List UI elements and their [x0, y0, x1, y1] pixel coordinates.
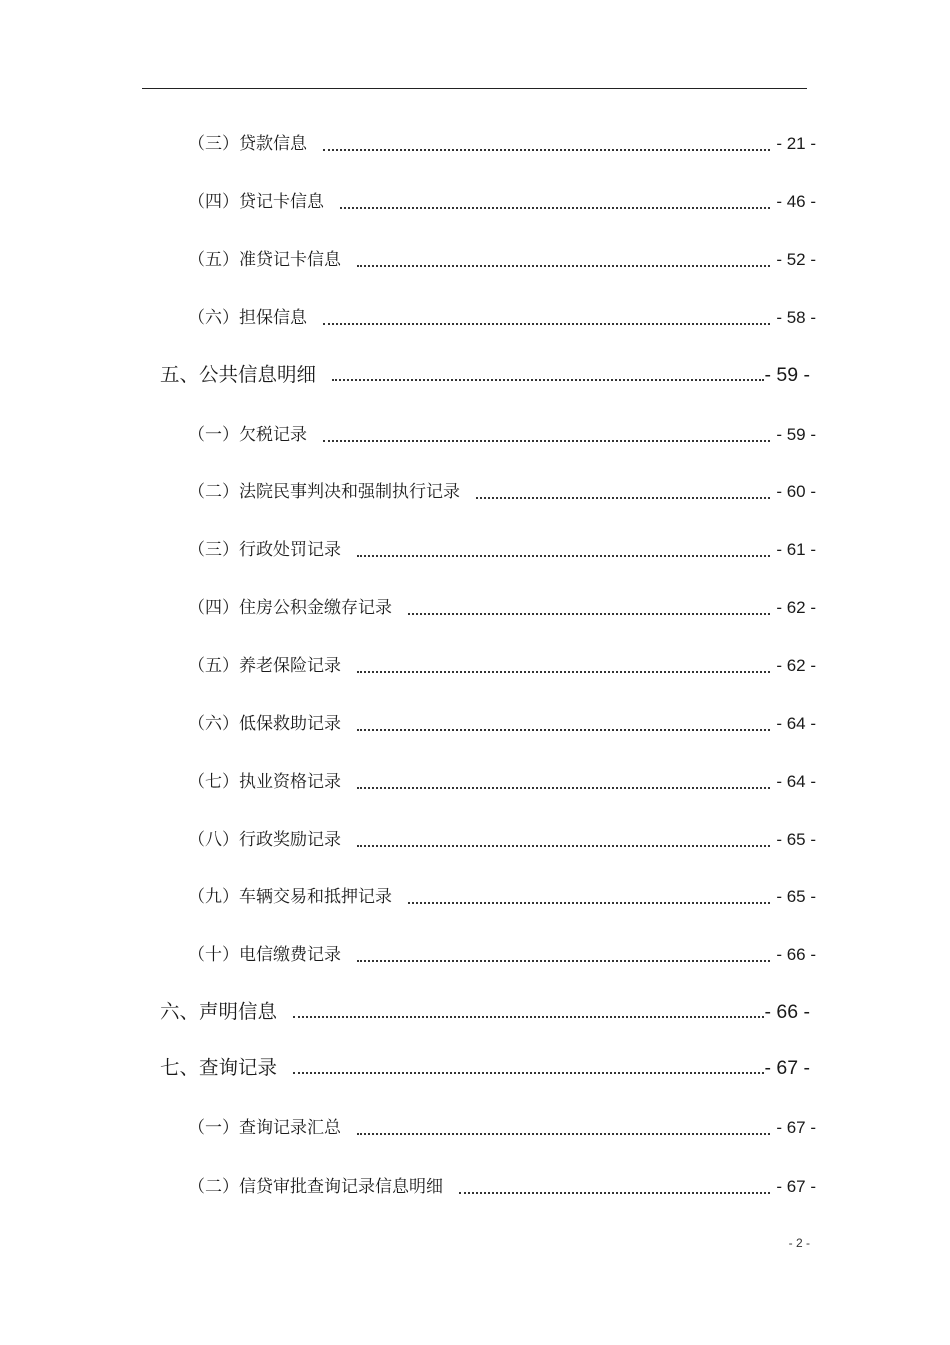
toc-entry-page: - 46 -	[776, 192, 816, 211]
toc-entry-page: - 62 -	[776, 656, 816, 675]
dot-leader	[357, 670, 770, 673]
toc-entry-page: - 59 -	[764, 364, 810, 386]
page-number: - 2 -	[788, 1236, 810, 1250]
dot-leader	[357, 844, 770, 847]
dot-leader	[357, 1132, 770, 1135]
toc-entry-label: （一）欠税记录	[188, 425, 307, 445]
toc-entry-label: （五）准贷记卡信息	[188, 250, 341, 270]
toc-entry-vehicle-records[interactable]	[188, 882, 816, 912]
toc-entry-label: （九）车辆交易和抵押记录	[188, 887, 392, 907]
toc-entry-page: - 64 -	[776, 714, 816, 733]
toc-entry-label: 七、查询记录	[160, 1056, 278, 1079]
dot-leader	[459, 1191, 770, 1194]
toc-entry-page: - 59 -	[776, 425, 816, 444]
toc-entry-pension-insurance[interactable]	[188, 651, 816, 681]
toc-entry-admin-reward[interactable]	[188, 825, 816, 855]
toc-entry-page: - 65 -	[776, 887, 816, 906]
dot-leader	[408, 612, 770, 615]
toc-entry-label: 六、声明信息	[160, 1000, 278, 1023]
toc-entry-label: （二）信贷审批查询记录信息明细	[188, 1177, 443, 1197]
toc-entry-label: （二）法院民事判决和强制执行记录	[188, 482, 460, 502]
toc-entry-label: （三）行政处罚记录	[188, 540, 341, 560]
toc-entry-page: - 66 -	[764, 1001, 810, 1023]
dot-leader	[357, 264, 770, 267]
toc-entry-page: - 66 -	[776, 945, 816, 964]
toc-entry-label: （七）执业资格记录	[188, 772, 341, 792]
toc-entry-loan-info[interactable]	[188, 129, 816, 159]
toc-entry-semi-credit-card-info[interactable]	[188, 245, 816, 275]
toc-entry-label: 五、公共信息明细	[160, 363, 317, 386]
dot-leader	[293, 1071, 764, 1074]
toc-entry-label: （八）行政奖励记录	[188, 830, 341, 850]
dot-leader	[293, 1015, 764, 1018]
dot-leader	[357, 786, 770, 789]
toc-entry-page: - 67 -	[764, 1057, 810, 1079]
toc-entry-tax-arrears[interactable]	[188, 420, 816, 450]
toc-entry-page: - 67 -	[776, 1177, 816, 1196]
toc-entry-practice-qualification[interactable]	[188, 767, 816, 797]
dot-leader	[476, 496, 770, 499]
toc-entry-subsistence-aid[interactable]	[188, 709, 816, 739]
toc-entry-label: （三）贷款信息	[188, 134, 307, 154]
toc-entry-credit-approval-queries[interactable]	[188, 1172, 816, 1202]
toc-entry-label: （六）担保信息	[188, 308, 307, 328]
toc-entry-page: - 64 -	[776, 772, 816, 791]
toc-entry-public-info-detail[interactable]	[160, 360, 810, 390]
dot-leader	[408, 901, 770, 904]
toc-entry-query-summary[interactable]	[188, 1113, 816, 1143]
toc-entry-page: - 62 -	[776, 598, 816, 617]
toc-entry-label: （一）查询记录汇总	[188, 1118, 341, 1138]
toc-entry-admin-penalty[interactable]	[188, 535, 816, 565]
toc-entry-label: （四）住房公积金缴存记录	[188, 598, 392, 618]
toc-entry-label: （六）低保救助记录	[188, 714, 341, 734]
dot-leader	[323, 439, 770, 442]
toc-entry-guarantee-info[interactable]	[188, 303, 816, 333]
toc-entry-page: - 58 -	[776, 308, 816, 327]
dot-leader	[357, 554, 770, 557]
toc-entry-page: - 52 -	[776, 250, 816, 269]
toc-entry-page: - 21 -	[776, 134, 816, 153]
dot-leader	[357, 959, 770, 962]
toc-entry-page: - 60 -	[776, 482, 816, 501]
toc-entry-page: - 65 -	[776, 830, 816, 849]
toc-entry-court-records[interactable]	[188, 477, 816, 507]
dot-leader	[323, 148, 770, 151]
toc-entry-credit-card-info[interactable]	[188, 187, 816, 217]
dot-leader	[340, 206, 770, 209]
toc-entry-declaration-info[interactable]	[160, 997, 810, 1027]
dot-leader	[332, 378, 764, 381]
toc-entry-label: （四）贷记卡信息	[188, 192, 324, 212]
toc-entry-telecom-payment[interactable]	[188, 940, 816, 970]
toc-entry-query-records[interactable]	[160, 1053, 810, 1083]
toc-entry-housing-fund[interactable]	[188, 593, 816, 623]
dot-leader	[357, 728, 770, 731]
toc-entry-page: - 61 -	[776, 540, 816, 559]
toc-entry-label: （十）电信缴费记录	[188, 945, 341, 965]
toc-entry-label: （五）养老保险记录	[188, 656, 341, 676]
dot-leader	[323, 322, 770, 325]
toc-entry-page: - 67 -	[776, 1118, 816, 1137]
